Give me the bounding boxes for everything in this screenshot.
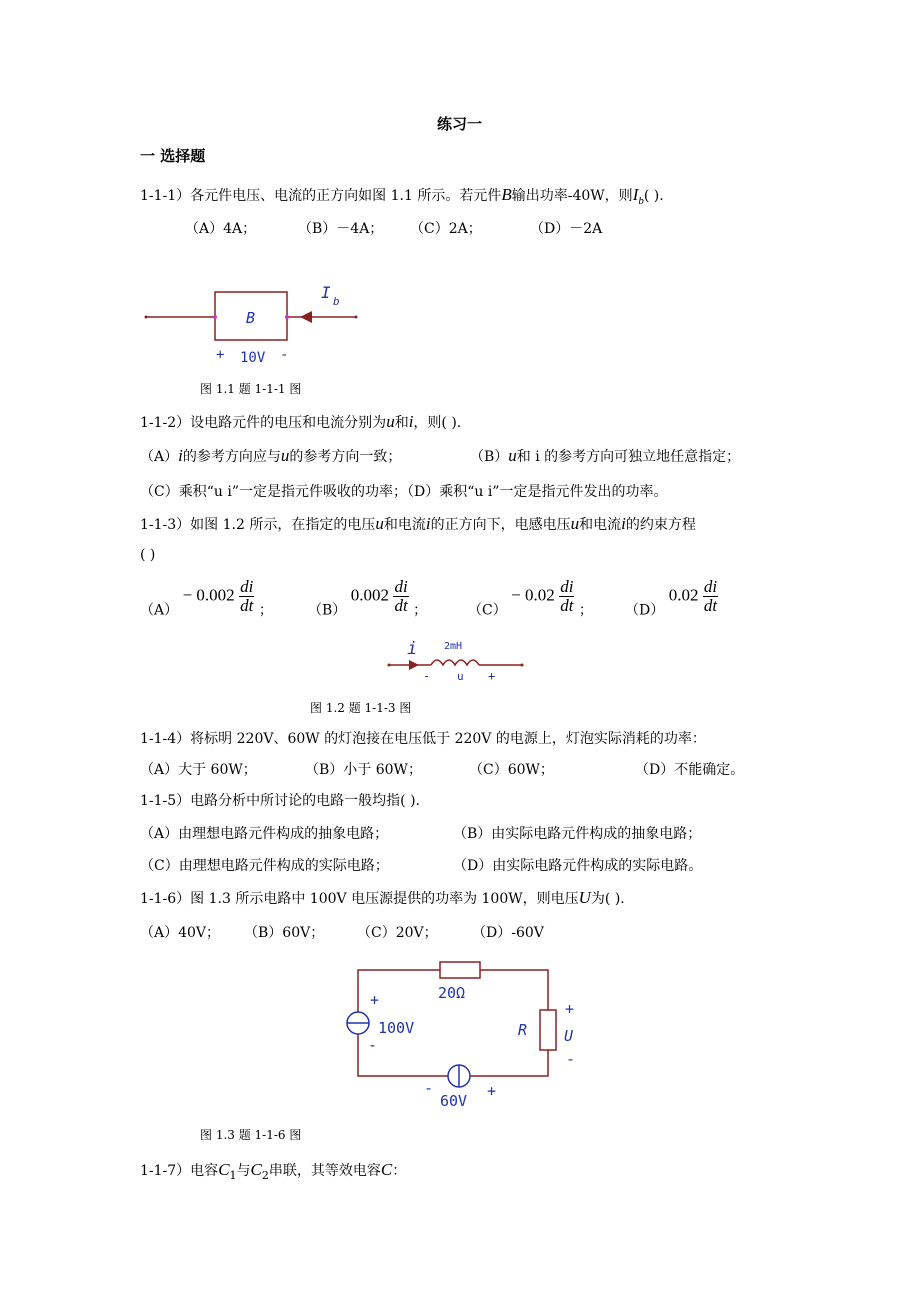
question-6-stem: 1-1-6）图 1.3 所示电路中 100V 电压源提供的功率为 100W，则电压U为( ). bbox=[140, 888, 625, 907]
fig2-voltage-label: u bbox=[457, 670, 464, 683]
q4-option-a: （A）大于 60W； bbox=[140, 762, 257, 778]
question-3-paren: ( ) bbox=[140, 547, 156, 563]
question-4-stem: 1-1-4）将标明 220V、60W 的灯泡接在电压低于 220V 的电源上，灯泡实际消耗的功率： bbox=[140, 731, 706, 747]
q6-option-b: （B）60V； bbox=[244, 925, 325, 941]
q1-option-d: （D）－2A bbox=[530, 221, 603, 237]
fig1-current-arrow-icon bbox=[300, 311, 312, 323]
q3-option-a: （A） − 0.002 $\frac{di}{dt}$ ； bbox=[140, 577, 273, 619]
q5-option-b: （B）由实际电路元件构成的抽象电路； bbox=[453, 826, 702, 842]
figure-1-3 bbox=[340, 955, 590, 1115]
fig1-current-label: I bbox=[321, 283, 331, 302]
fig2-plus: + bbox=[488, 669, 496, 683]
fig3-source2-plus: + bbox=[487, 1082, 497, 1100]
fig1-plus: + bbox=[216, 347, 225, 363]
q2-option-b: （B）u和 i 的参考方向可独立地任意指定； bbox=[470, 446, 741, 465]
figure-1-3-caption: 图 1.3 题 1-1-6 图 bbox=[200, 1128, 302, 1142]
q1-option-a: （A）4A； bbox=[185, 221, 257, 237]
fig3-resistor-20 bbox=[440, 962, 480, 978]
q5-option-c: （C）由理想电路元件构成的实际电路； bbox=[140, 858, 389, 874]
fig1-voltage: 10V bbox=[240, 350, 266, 366]
fig2-current-label: i bbox=[407, 639, 418, 659]
question-5-stem: 1-1-5）电路分析中所讨论的电路一般均指( ). bbox=[140, 793, 421, 809]
fig1-minus: - bbox=[280, 347, 289, 363]
question-1-stem: 1-1-1）各元件电压、电流的正方向如图 1.1 所示。若元件B输出功率-40W，则$I_b$( ). bbox=[140, 185, 664, 207]
fig3-resistor-r bbox=[540, 1010, 556, 1050]
section-heading: 一 选择题 bbox=[140, 147, 206, 165]
q6-option-d: （D）-60V bbox=[472, 925, 544, 941]
q5-option-a: （A）由理想电路元件构成的抽象电路； bbox=[140, 826, 389, 842]
fig3-source2-label: 60V bbox=[440, 1092, 468, 1110]
fig3-source1-minus: - bbox=[368, 1036, 378, 1054]
figure-1-1-caption: 图 1.1 题 1-1-1 图 bbox=[200, 382, 302, 396]
q2-option-a: （A）i的参考方向应与u的参考方向一致； bbox=[140, 446, 402, 465]
fig2-minus: - bbox=[423, 669, 431, 683]
q1-option-c: （C）2A； bbox=[410, 221, 482, 237]
fig3-r-label: R bbox=[518, 1021, 528, 1039]
q4-option-c: （C）60W； bbox=[469, 762, 554, 778]
q6-option-a: （A）40V； bbox=[140, 925, 221, 941]
question-7-stem: 1-1-7）电容$C_1$与$C_2$串联，其等效电容C： bbox=[140, 1160, 407, 1182]
fig3-resistor-label: 20Ω bbox=[438, 984, 466, 1002]
q3-option-b: （B） 0.002 $\frac{di}{dt}$ ； bbox=[308, 577, 428, 619]
fig2-inductor-icon bbox=[431, 660, 479, 665]
fig3-source1-label: 100V bbox=[378, 1019, 415, 1037]
fig2-current-arrow-icon bbox=[409, 660, 419, 670]
fig3-u-plus: + bbox=[565, 1000, 575, 1018]
question-2-stem: 1-1-2）设电路元件的电压和电流分别为u和i，则( ). bbox=[140, 412, 462, 431]
q5-option-d: （D）由实际电路元件构成的实际电路。 bbox=[453, 858, 703, 874]
fig3-source2-minus: - bbox=[424, 1079, 434, 1097]
fig1-current-sub: b bbox=[333, 295, 340, 308]
q4-option-d: （D）不能确定。 bbox=[635, 762, 745, 778]
question-3-stem: 1-1-3）如图 1.2 所示，在指定的电压u和电流i的正方向下，电感电压u和电流i的约束方程 bbox=[140, 514, 696, 533]
q3-option-c: （C） − 0.02 $\frac{di}{dt}$ ； bbox=[468, 577, 593, 619]
fig3-u-minus: - bbox=[566, 1050, 576, 1068]
figure-1-2 bbox=[385, 632, 535, 687]
fig3-u-label: U bbox=[564, 1027, 574, 1045]
q3-option-d: （D） 0.02 $\frac{di}{dt}$ bbox=[625, 577, 718, 619]
q6-option-c: （C）20V； bbox=[357, 925, 438, 941]
q2-option-cd: （C）乘积“u i”一定是指元件吸收的功率；（D）乘积“u i”一定是指元件发出的功率。 bbox=[140, 484, 668, 500]
q1-option-b: （B）－4A； bbox=[298, 221, 384, 237]
fig1-element-label: B bbox=[246, 309, 256, 327]
q4-option-b: （B）小于 60W； bbox=[305, 762, 422, 778]
fig3-source1-plus: + bbox=[370, 991, 380, 1009]
figure-1-1 bbox=[140, 280, 370, 370]
fig2-inductance-label: 2mH bbox=[444, 641, 463, 652]
page-title: 练习一 bbox=[437, 115, 483, 133]
figure-1-2-caption: 图 1.2 题 1-1-3 图 bbox=[310, 701, 412, 715]
